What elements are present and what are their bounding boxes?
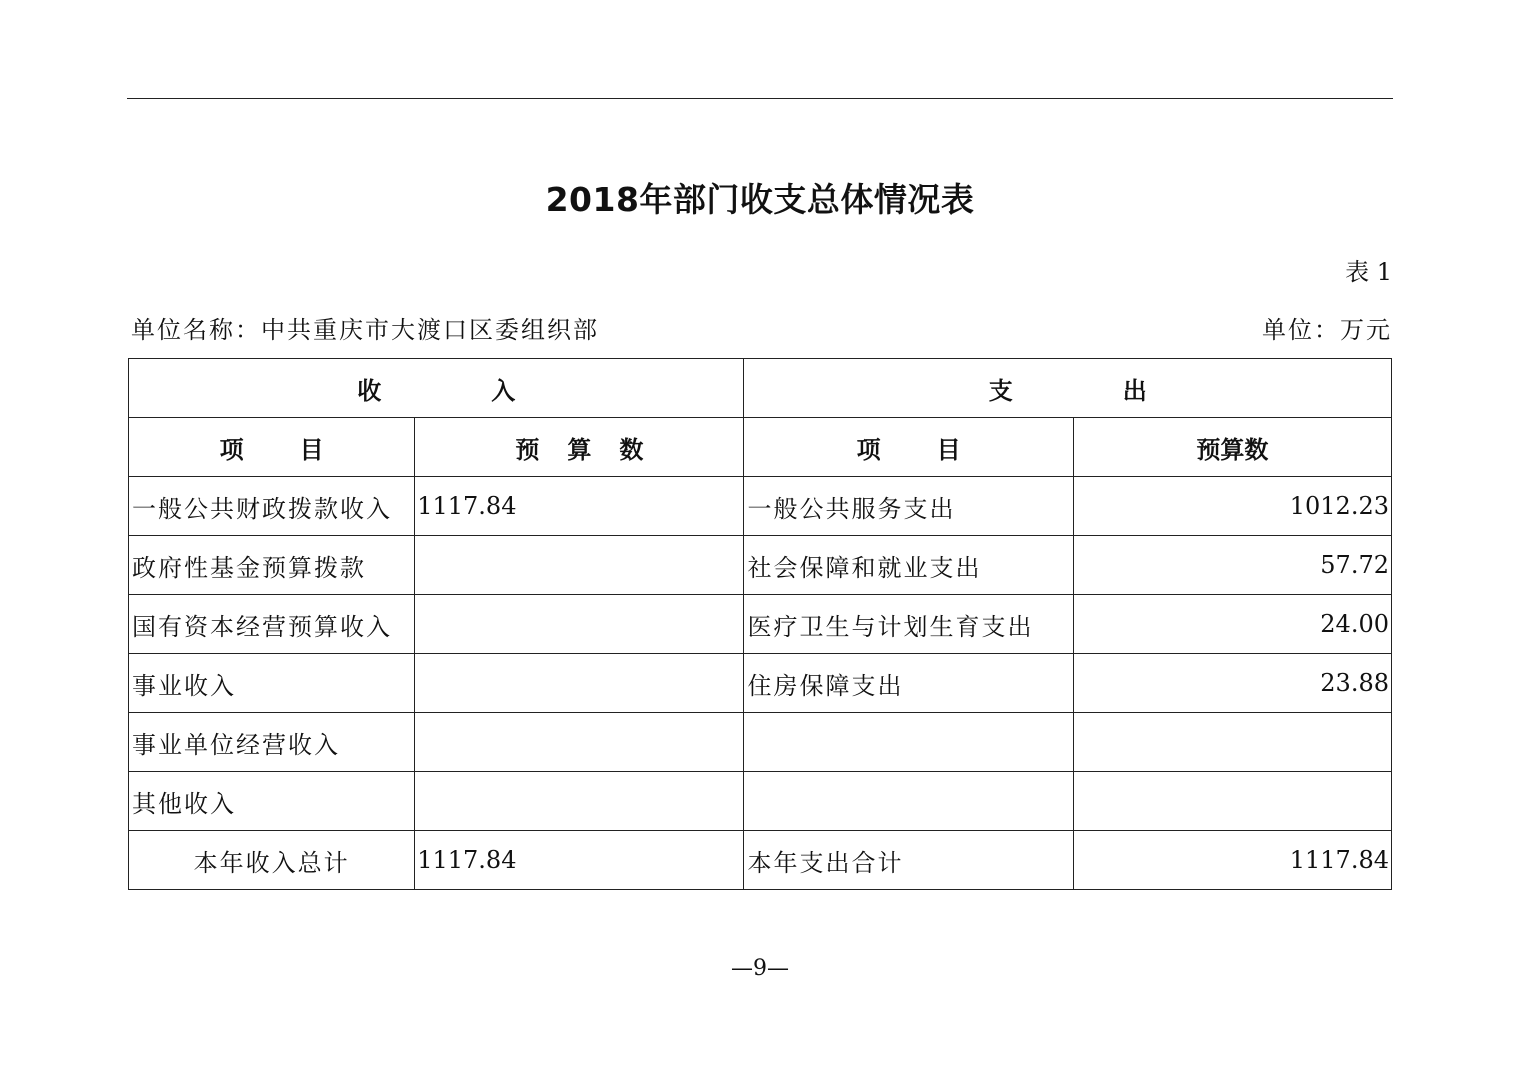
income-total-value: 1117.84 — [415, 831, 744, 890]
expense-total-value: 1117.84 — [1073, 831, 1391, 890]
income-budget — [415, 772, 744, 831]
table-row — [129, 595, 1392, 654]
header-rule — [127, 98, 1393, 99]
expense-item — [744, 772, 1073, 831]
expense-budget — [1073, 772, 1391, 831]
expense-budget-header: 预算数 — [1073, 418, 1391, 477]
expense-item-header: 项目 — [744, 418, 1073, 477]
expense-total-label: 本年支出合计 — [744, 831, 1073, 890]
income-item: 国有资本经营预算收入 — [129, 595, 415, 654]
table-row — [129, 654, 1392, 713]
expense-item: 医疗卫生与计划生育支出 — [744, 595, 1073, 654]
income-budget — [415, 654, 744, 713]
income-budget — [415, 595, 744, 654]
total-row — [129, 831, 1392, 890]
income-budget: 1117.84 — [415, 477, 744, 536]
table-row — [129, 477, 1392, 536]
column-header-row — [129, 418, 1392, 477]
expense-item: 一般公共服务支出 — [744, 477, 1073, 536]
income-item: 政府性基金预算拨款 — [129, 536, 415, 595]
currency-unit: 单位：万元 — [1262, 316, 1392, 344]
income-total-label: 本年收入总计 — [129, 831, 415, 890]
expense-budget: 24.00 — [1073, 595, 1391, 654]
expense-budget: 1012.23 — [1073, 477, 1391, 536]
expense-item: 社会保障和就业支出 — [744, 536, 1073, 595]
table-row — [129, 713, 1392, 772]
group-header-row — [129, 359, 1392, 418]
income-item: 事业单位经营收入 — [129, 713, 415, 772]
income-item: 一般公共财政拨款收入 — [129, 477, 415, 536]
unit-info-row — [131, 310, 1392, 345]
income-item-header: 项目 — [129, 418, 415, 477]
income-budget — [415, 713, 744, 772]
table-number: 表 1 — [1345, 258, 1392, 286]
table-row — [129, 772, 1392, 831]
budget-table — [128, 358, 1392, 890]
expense-budget: 57.72 — [1073, 536, 1391, 595]
income-budget — [415, 536, 744, 595]
page-number: —9— — [731, 956, 789, 981]
table-row — [129, 536, 1392, 595]
income-item: 事业收入 — [129, 654, 415, 713]
expense-item: 住房保障支出 — [744, 654, 1073, 713]
page-title: 2018年部门收支总体情况表 — [545, 180, 975, 219]
income-group-header: 收入 — [129, 359, 744, 418]
expense-group-header: 支出 — [744, 359, 1392, 418]
unit-name: 单位名称：中共重庆市大渡口区委组织部 — [131, 316, 599, 344]
income-item: 其他收入 — [129, 772, 415, 831]
expense-budget — [1073, 713, 1391, 772]
expense-item — [744, 713, 1073, 772]
income-budget-header: 预算数 — [415, 418, 744, 477]
expense-budget: 23.88 — [1073, 654, 1391, 713]
